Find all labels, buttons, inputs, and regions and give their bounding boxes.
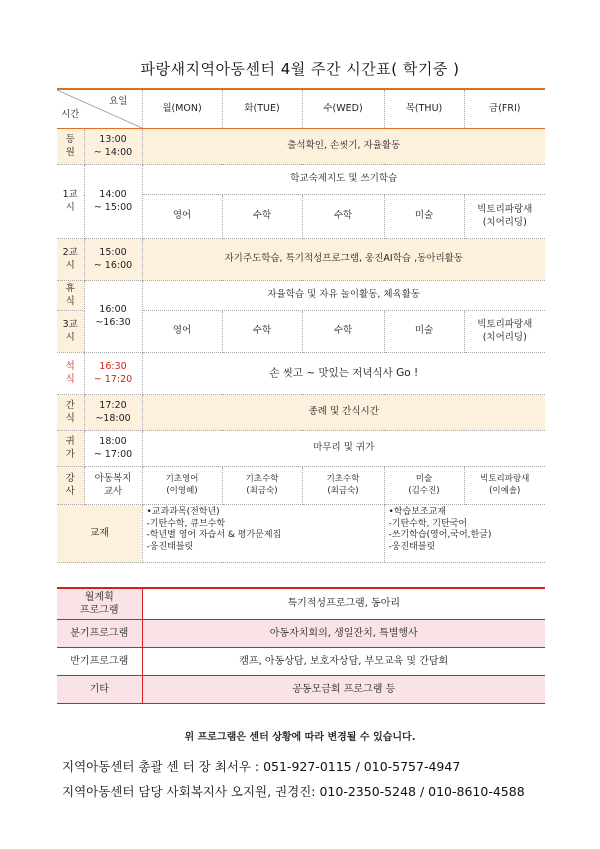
- program-table: [57, 587, 545, 704]
- label-class3: 3교 시: [57, 311, 84, 353]
- row-class1-top: [57, 165, 545, 195]
- program-key: 기타: [57, 676, 142, 704]
- header-yoil: 요일: [109, 96, 128, 107]
- contact-worker: 지역아동센터 담당 사회복지사 오지원, 권경진: 010-2350-5248 / 010-8610-4588: [62, 784, 525, 799]
- header-row: [57, 89, 545, 129]
- day-tue: 화(TUE): [222, 89, 302, 129]
- label-meal: 석 식: [57, 353, 84, 395]
- day-mon: 월(MON): [142, 89, 222, 129]
- materials-right-title: •학습보조교재: [388, 507, 446, 517]
- activity-rest: 자율학습 및 자유 놀이활동, 체육활동: [142, 281, 545, 311]
- teacher-name: 빅토리파랑새 (이예솔): [464, 467, 545, 505]
- teacher-name: 기초수학 (최금숙): [302, 467, 384, 505]
- teacher-name: 기초수학 (최금숙): [222, 467, 302, 505]
- materials-label: 교재: [57, 505, 142, 563]
- label-teacher: 강 사: [57, 467, 84, 505]
- materials-line: -웅진태블릿: [388, 542, 436, 553]
- program-row: [57, 648, 545, 676]
- label-class2: 2교 시: [57, 239, 84, 281]
- header-sigan: 시간: [61, 109, 80, 121]
- day-wed: 수(WED): [302, 89, 384, 129]
- activity-class1: 학교숙제지도 및 쓰기학습: [142, 165, 545, 195]
- activity-class2: 자기주도학습, 특기적성프로그램, 웅진AI학습 ,동아리활동: [142, 239, 545, 281]
- notice-text: 위 프로그램은 센터 상황에 따라 변경될 수 있습니다.: [184, 732, 416, 743]
- row-home: [57, 431, 545, 467]
- subject-cell: 영어: [142, 195, 222, 239]
- time-dongwon: 13:00 ~ 14:00: [84, 129, 142, 165]
- header-corner: [57, 89, 142, 129]
- activity-meal: 손 씻고 ~ 맛있는 저녁식사 Go !: [142, 353, 545, 395]
- teacher-name: 기초영어 (이영혜): [142, 467, 222, 505]
- subject-cell: 빅토리파랑새 (치어리딩): [464, 195, 545, 239]
- row-meal: [57, 353, 545, 395]
- materials-right: [384, 505, 545, 563]
- page-title: 파랑새지역아동센터 4월 주간 시간표( 학기중 ): [140, 60, 460, 78]
- subject-cell: 수학: [302, 311, 384, 353]
- teacher-role: 아동복지 교사: [84, 467, 142, 505]
- subject-cell: 수학: [302, 195, 384, 239]
- row-rest: [57, 281, 545, 311]
- time-home: 18:00 ~ 17:00: [84, 431, 142, 467]
- row-teacher: [57, 467, 545, 505]
- activity-dongwon: 출석확인, 손씻기, 자율활동: [142, 129, 545, 165]
- contact-director: 지역아동센터 총괄 센 터 장 최서우 : 051-927-0115 / 010-5757-4947: [62, 759, 461, 774]
- activity-snack: 종례 및 간식시간: [142, 395, 545, 431]
- time-rest: 16:00 ~16:30: [84, 281, 142, 353]
- program-key: 월계획 프로그램: [57, 588, 142, 620]
- teacher-name: 미술 (김수진): [384, 467, 464, 505]
- materials-line: -기탄수학, 큐브수학: [146, 518, 226, 529]
- program-key: 분기프로그램: [57, 620, 142, 648]
- row-class2: [57, 239, 545, 281]
- materials-left: [142, 505, 384, 563]
- time-class2: 15:00 ~ 16:00: [84, 239, 142, 281]
- program-value: 공동모금회 프로그램 등: [142, 676, 545, 704]
- materials-line: -학년별 영어 자습서 & 평가문제집: [146, 530, 282, 541]
- label-class1: 1교 시: [57, 165, 84, 239]
- program-row: [57, 588, 545, 620]
- label-snack: 간 식: [57, 395, 84, 431]
- program-value: 캠프, 아동상담, 보호자상담, 부모교육 및 간담회: [142, 648, 545, 676]
- subject-cell: 영어: [142, 311, 222, 353]
- time-meal: 16:30 ~ 17:20: [84, 353, 142, 395]
- materials-line: -기탄수학, 기탄국어: [388, 518, 468, 529]
- program-key: 반기프로그램: [57, 648, 142, 676]
- row-materials: [57, 505, 545, 563]
- label-home: 귀 가: [57, 431, 84, 467]
- time-class1: 14:00 ~ 15:00: [84, 165, 142, 239]
- label-rest: 휴 식: [57, 281, 84, 311]
- time-snack: 17:20 ~18:00: [84, 395, 142, 431]
- activity-home: 마무리 및 귀가: [142, 431, 545, 467]
- materials-line: -쓰기학습(영어,국어,한글): [388, 530, 492, 541]
- subject-cell: 수학: [222, 195, 302, 239]
- program-row: [57, 676, 545, 704]
- subject-cell: 빅토리파랑새 (치어리딩): [464, 311, 545, 353]
- subject-cell: 미술: [384, 195, 464, 239]
- program-value: 아동자치회의, 생일잔치, 특별행사: [142, 620, 545, 648]
- day-thu: 목(THU): [384, 89, 464, 129]
- label-dongwon: 등 원: [57, 129, 84, 165]
- row-snack: [57, 395, 545, 431]
- day-fri: 금(FRI): [464, 89, 545, 129]
- subject-cell: 수학: [222, 311, 302, 353]
- materials-line: -웅진태블릿: [146, 542, 194, 553]
- subject-cell: 미술: [384, 311, 464, 353]
- weekly-schedule-table: [57, 88, 545, 563]
- program-row: [57, 620, 545, 648]
- row-dongwon: [57, 129, 545, 165]
- program-value: 특기적성프로그램, 동아리: [142, 588, 545, 620]
- materials-left-title: •교과과목(전학년): [146, 507, 220, 517]
